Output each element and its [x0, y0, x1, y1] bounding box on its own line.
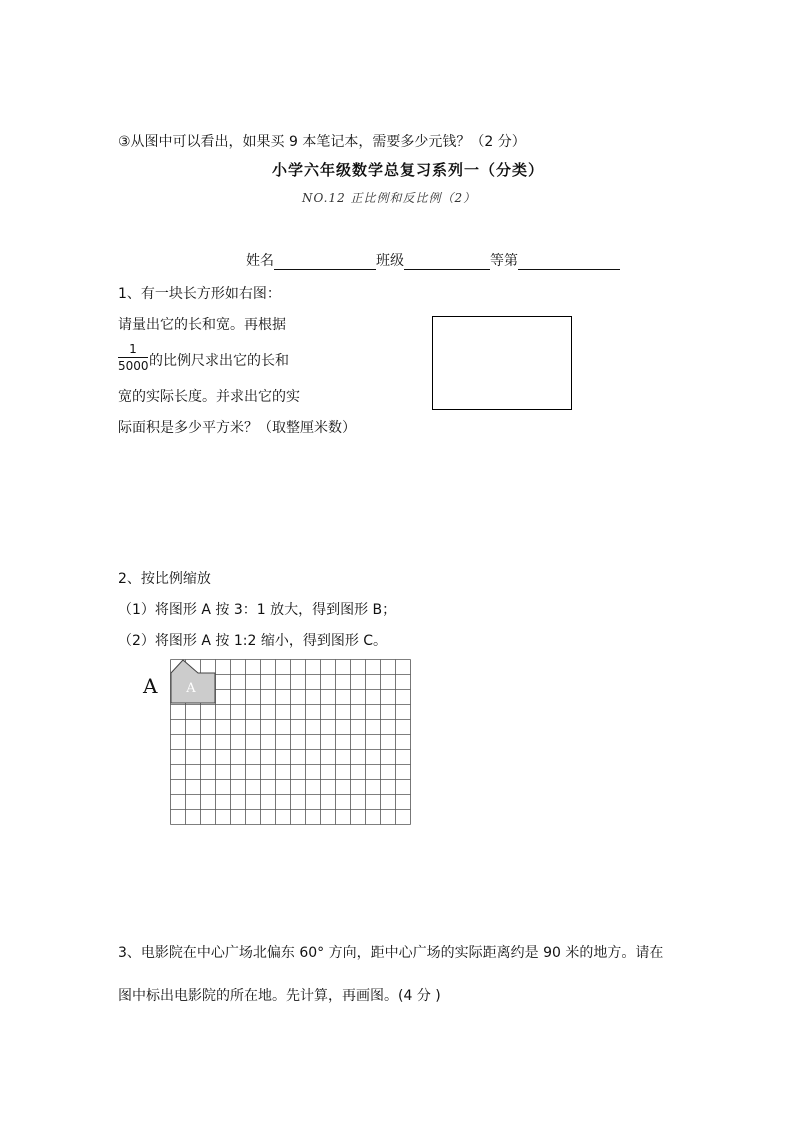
fraction-numerator: 1 [129, 342, 137, 356]
q2-line-2: （1）将图形 A 按 3：1 放大，得到图形 B； [118, 602, 397, 618]
q1-line-5: 际面积是多少平方米？（取整厘米数） [118, 420, 356, 436]
q2-line-1: 2、按比例缩放 [118, 571, 211, 587]
class-blank[interactable] [404, 254, 490, 270]
previous-question-3: ③从图中可以看出，如果买 9 本笔记本，需要多少元钱？（2 分） [118, 134, 526, 150]
scale-fraction [118, 342, 148, 373]
scaling-grid[interactable] [169, 658, 412, 825]
q1-line-4: 宽的实际长度。并求出它的实 [118, 389, 300, 405]
figure-a-outer-label: A [143, 674, 158, 698]
rectangle-figure [432, 316, 572, 410]
grade-blank[interactable] [518, 254, 620, 270]
shape-a-label: A [186, 681, 196, 696]
student-info-row [246, 252, 620, 270]
name-blank[interactable] [274, 254, 376, 270]
grade-label: 等第 [490, 253, 518, 269]
class-label: 班级 [376, 253, 404, 269]
q3-line-2: 图中标出电影院的所在地。先计算，再画图。(4 分 ) [118, 988, 441, 1004]
fraction-bar [118, 357, 148, 358]
name-label: 姓名 [246, 253, 274, 269]
q1-line-3: 的比例尺求出它的长和 [149, 353, 289, 369]
q1-line-2: 请量出它的长和宽。再根据 [118, 317, 286, 333]
page-title: 小学六年级数学总复习系列一（分类） [272, 161, 545, 179]
page-subtitle: NO.12 正比例和反比例（2） [302, 191, 477, 205]
q3-line-1: 3、电影院在中心广场北偏东 60° 方向，距中心广场的实际距离约是 90 米的地方。请在 [118, 945, 664, 961]
q1-line-1: 1、有一块长方形如右图： [118, 286, 281, 302]
fraction-denominator: 5000 [118, 359, 149, 373]
q2-line-3: （2）将图形 A 按 1:2 缩小，得到图形 C。 [118, 633, 388, 649]
